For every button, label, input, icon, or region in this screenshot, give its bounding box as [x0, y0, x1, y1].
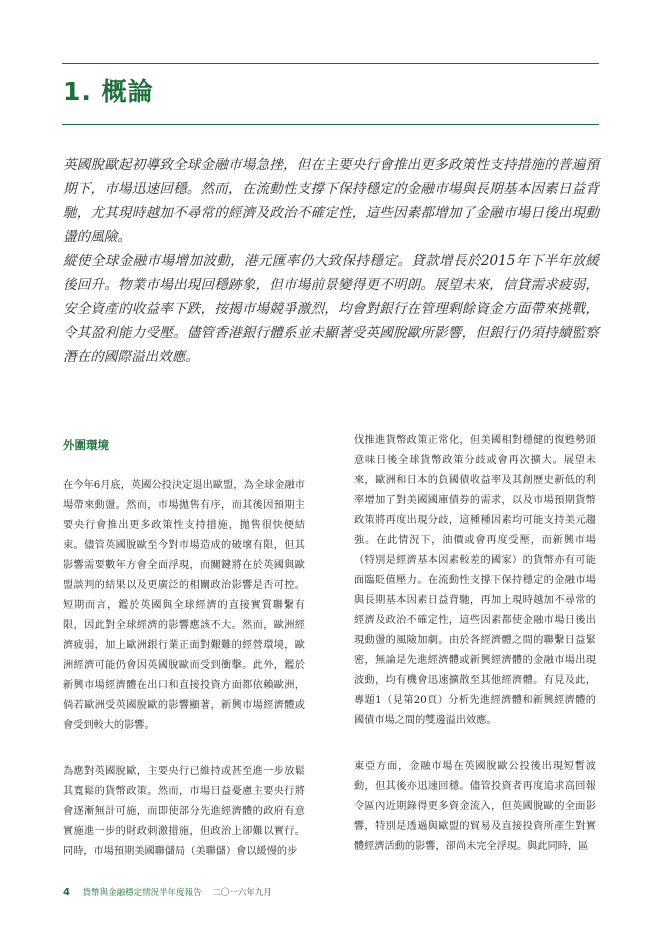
- page-footer: [63, 886, 272, 898]
- left-column-paragraph-2: 為應對英國脫歐，主要央行已維持或甚至進一步放鬆其寬鬆的貨幣政策。然而，市場日益憂慮主要央行將會逐漸無計可施，而即使部分先進經濟體的政府有意實施進一步的財政刺激措施，但政治上卻難以實行。同時，市場預期美國聯儲局（美聯儲）會以緩慢的步: [63, 766, 305, 857]
- header-rule-top: [62, 63, 599, 64]
- header-rule-bottom: [62, 124, 599, 125]
- left-column: [63, 427, 305, 862]
- left-column-paragraph-1: 在今年6月底，英國公投決定退出歐盟，為全球金融市場帶來動盪。然而，市場拋售有序，而其後因預期主要央行會推出更多政策性支持措施，拋售很快便結束。儘管英國脫歐至今對市場造成的破壞有限，但其影響需要數年方會全面浮現，而關鍵將在於英國與歐盟談判的結果以及更廣泛的相關政治影響是否可控。短期而言，鑑於英國與全球經濟的直接實質聯繫有限，因此對全球經濟的影響應該不大。然而，歐洲經濟疲弱，加上歐洲銀行業正面對艱難的經營環境，歐洲經濟可能仍會因英國脫歐而受到衝擊。此外，鑑於新興市場經濟體在出口和直接投資方面都依賴歐洲，倘若歐洲受英國脫歐的影響顯著，新興市場經濟體或會受到較大的影響。: [63, 480, 305, 731]
- right-column: [354, 431, 596, 857]
- report-date: 二〇一六年九月: [212, 888, 272, 898]
- report-title: 貨幣與金融穩定情況半年度報告: [82, 888, 202, 898]
- right-column-paragraph-1: 伐推進貨幣政策正常化，但美國相對穩健的復甦勢頭意味日後全球貨幣政策分歧或會再次擴大。展望未來，歐洲和日本的負國債收益率及其創歷史新低的利率增加了對美國國庫債券的需求，以及市場預期貨幣政策將再度出現分歧，這種種因素均可能支持美元趨強。在此情況下，油價或會再度受壓，而新興市場（特別是經濟基本因素較差的國家）的貨幣亦有可能面臨貶值壓力。在流動性支撐下保持穩定的金融市場與長期基本因素日益背馳，再加上現時越加不尋常的經濟及政治不確定性，這些因素都使金融市場日後出現動盪的風險加劇。由於各經濟體之間的聯繫日益緊密，無論是先進經濟體或新興經濟體的金融市場出現波動，均有機會迅速擴散至其他經濟體。有見及此，專題1（見第20頁）分析先進經濟體和新興經濟體的國債市場之間的雙邊溢出效應。: [354, 435, 596, 726]
- intro-paragraph-2: 縱使全球金融市場增加波動，港元匯率仍大致保持穩定。貸款增長於2015年下半年放緩後回升。物業市場出現回穩跡象，但市場前景變得更不明朗。展望未來，信貸需求疲弱，安全資產的收益率下跌，按揭市場競爭激烈，均會對銀行在管理剩餘資金方面帶來挑戰，令其盈利能力受壓。儘管香港銀行體系並未顯著受英國脫歐所影響，但銀行仍須持續監察潛在的國際溢出效應。: [63, 253, 599, 365]
- intro-paragraph-1: 英國脫歐起初導致全球金融市場急挫，但在主要央行會推出更多政策性支持措施的普遍預期下，市場迅速回穩。然而，在流動性支撐下保持穩定的金融市場與長期基本因素日益背馳，尤其現時越加不尋常的經濟及政治不確定性，這些因素都增加了金融市場日後出現動盪的風險。: [63, 157, 599, 245]
- chapter-title: 1. 概論: [63, 77, 154, 106]
- right-column-paragraph-2: 東亞方面，金融市場在英國脫歐公投後出現短暫波動，但其後亦迅速回穩。儘管投資者再度追求高回報令區內近期錄得更多資金流入，但英國脫歐的全面影響，特別是透過與歐盟的貿易及直接投資所產生對實體經濟活動的影響，卻尚未完全浮現。與此同時，區: [354, 761, 596, 852]
- page-number: 4: [63, 887, 70, 898]
- section-heading-external-environment: 外圍環境: [63, 438, 109, 452]
